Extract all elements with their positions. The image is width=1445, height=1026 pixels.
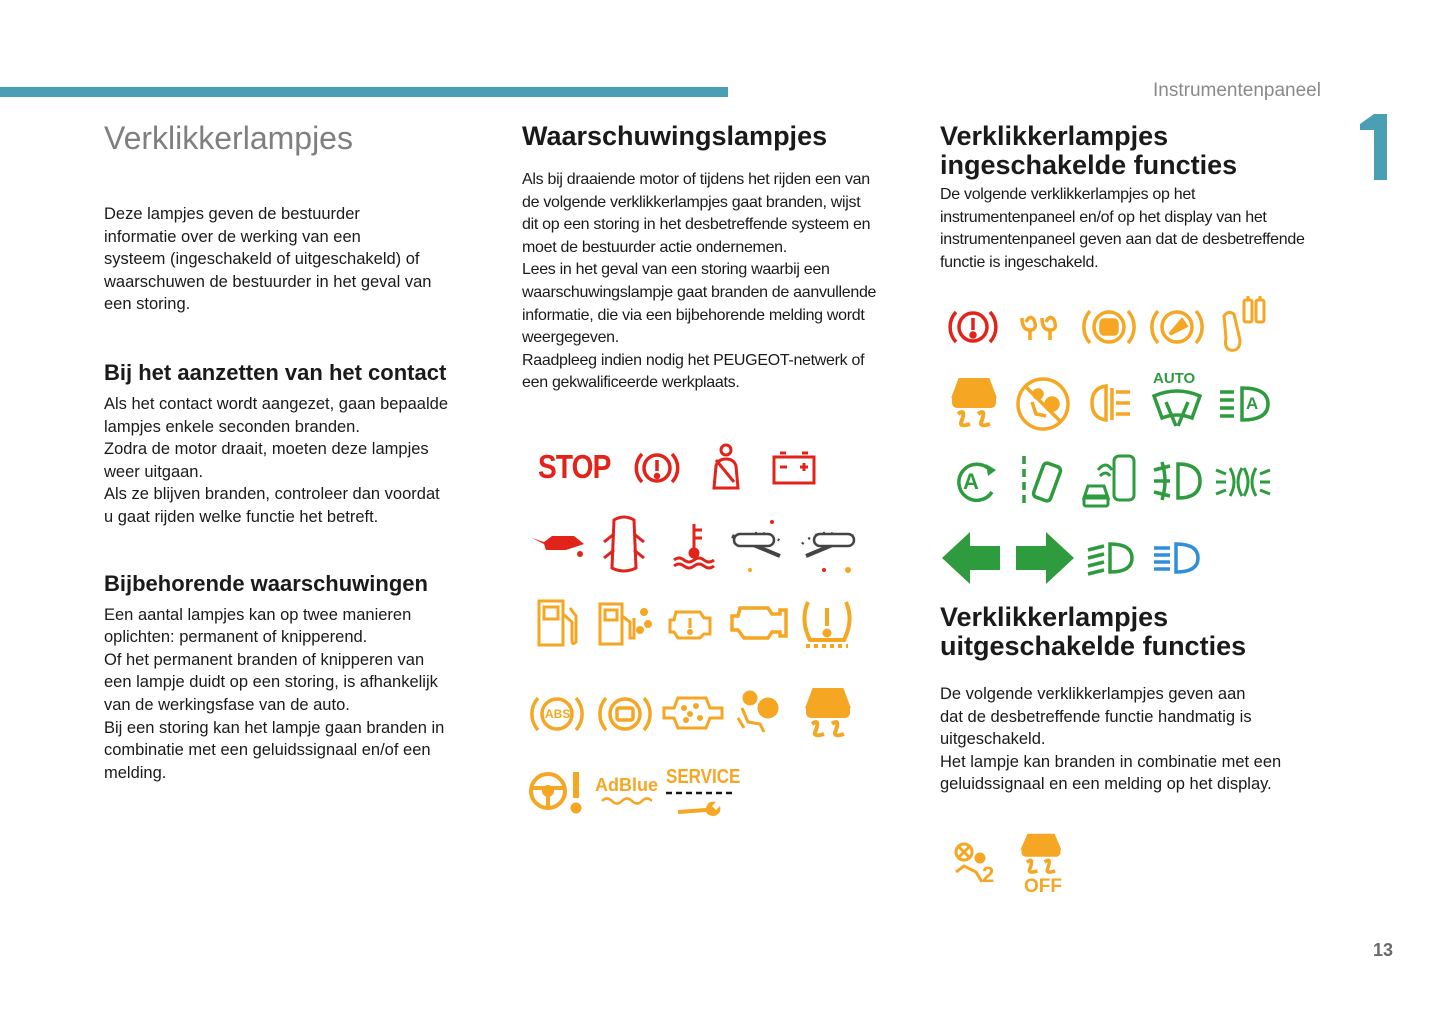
auto-hold-icon	[1080, 304, 1138, 350]
stability-control-active-icon	[948, 374, 1000, 430]
rear-passenger-airbag-off-icon: 2	[950, 842, 1002, 888]
enabled-functions-heading: Verklikkerlampjes ingeschakelde functies	[940, 121, 1238, 180]
airbag-icon	[736, 688, 782, 734]
sidelights-icon	[1214, 464, 1272, 500]
engine-fault-icon	[666, 602, 716, 644]
brake-pad-wear-gauge-icon	[728, 516, 790, 576]
disabled-functions-text: De volgende verklikkerlampjes geven aan dat de desbetreffende functie handmatig is uitgeschakeld. Het lampje kan branden in combinatie met een geluidssignaal en een melding op het display.	[940, 685, 1282, 794]
auto-lighting-icon: A	[1218, 384, 1272, 424]
particle-filter-icon	[662, 692, 724, 734]
brake-fluid-gauge-icon	[796, 516, 858, 576]
section-label: Instrumentenpaneel	[1153, 80, 1321, 101]
enabled-functions-text: De volgende verklikkerlampjes op het instrumentenpaneel en/of op het display van het instrumentenpaneel geven aan dat de desbetreffende functie is ingeschakeld.	[940, 186, 1305, 271]
brake-warning-icon	[634, 448, 680, 488]
seatbelt-icon	[704, 442, 746, 492]
engine-check-icon	[728, 598, 790, 646]
left-column	[104, 120, 494, 784]
fuel-low-icon	[534, 596, 580, 650]
right-turn-indicator-icon	[1014, 530, 1076, 586]
blind-spot-icon	[1080, 452, 1138, 512]
middle-column	[522, 122, 917, 395]
oil-pressure-icon	[530, 528, 586, 560]
wrench-icon	[664, 790, 734, 818]
left-turn-indicator-icon	[940, 530, 1002, 586]
right-column	[940, 122, 1330, 274]
off-label: OFF	[1024, 876, 1062, 897]
service-icon: SERVICE	[666, 766, 741, 788]
preheating-icon	[1018, 312, 1064, 342]
rear-fog-light-icon	[1088, 382, 1134, 424]
disabled-functions-block	[940, 603, 1330, 796]
main-beam-icon	[1152, 540, 1200, 576]
contact-heading: Bij het aanzetten van het contact	[104, 359, 447, 385]
electronic-brake-icon	[596, 690, 654, 738]
page-title: Verklikkerlampjes	[104, 120, 353, 156]
stability-control-icon	[802, 684, 854, 740]
parking-brake-icon	[948, 306, 998, 348]
door-open-icon	[602, 514, 646, 574]
auto-wipers-label: AUTO	[1153, 370, 1196, 387]
disabled-functions-heading: Verklikkerlampjes uitgeschakelde functies	[940, 602, 1247, 661]
warning-lamps-text: Als bij draaiende motor of tijdens het rijden een van de volgende verklikkerlampjes gaat branden, wijst dit op een storing in het desbetreffende systeem en moet de bestuurder actie ondernemen. Lees in het geval van een storing waarbij een waarschuwingslampje gaat branden de aanvullende informatie, die via een bijbehorende melding wordt weergegeven. Raadpleeg indien nodig het PEUGEOT-netwerk of een gekwalificeerde werkplaats.	[522, 171, 877, 392]
dipped-beam-icon	[1086, 540, 1134, 576]
adblue-wave-icon	[600, 796, 652, 806]
stability-control-off-icon	[1018, 832, 1064, 878]
tyre-pressure-icon	[798, 594, 856, 652]
warning-lamps-heading: Waarschuwingslampjes	[522, 121, 828, 151]
page-number: 13	[1373, 940, 1394, 960]
intro-text: Deze lampjes geven de bestuurder informatie over de werking van een systeem (ingeschakeld of uitgeschakeld) of waarschuwen de bestuurder in het geval van een storing.	[104, 205, 432, 314]
power-steering-icon	[528, 768, 584, 814]
front-fog-light-icon	[1152, 460, 1202, 502]
coolant-temperature-icon	[672, 520, 716, 570]
foot-on-brake-icon	[1218, 294, 1270, 356]
battery-icon	[771, 450, 817, 486]
contact-text: Als het contact wordt aangezet, gaan bepaalde lampjes enkele seconden branden. Zodra de motor draait, moeten deze lampjes weer uitgaan. Als ze blijven branden, controleer dan voordat u gaat rijden welke functie het betreft.	[104, 394, 448, 526]
stop-start-icon: A	[950, 460, 1000, 504]
lane-departure-icon	[1018, 454, 1068, 510]
abs-icon: ABS	[528, 690, 586, 738]
stop-icon: STOP	[538, 448, 611, 485]
adblue-icon: AdBlue	[595, 775, 658, 795]
chapter-number	[1358, 112, 1388, 190]
warnings-text: Een aantal lampjes kan op twee manieren oplichten: permanent of knipperend. Of het permanent branden of knipperen van een lampje duidt op een storing, is afhankelijk van de werkingsfase van de auto. Bij een storing kan het lampje gaan branden in combinatie met een geluidssignaal en/of een melding.	[104, 605, 445, 782]
auto-wipers-icon	[1150, 388, 1204, 430]
parking-brake-auto-icon	[1148, 304, 1206, 350]
header-accent-bar	[0, 87, 728, 97]
passenger-airbag-off-icon	[1014, 376, 1072, 432]
fuel-circuit-icon	[596, 600, 654, 648]
warnings-heading: Bijbehorende waarschuwingen	[104, 570, 428, 596]
